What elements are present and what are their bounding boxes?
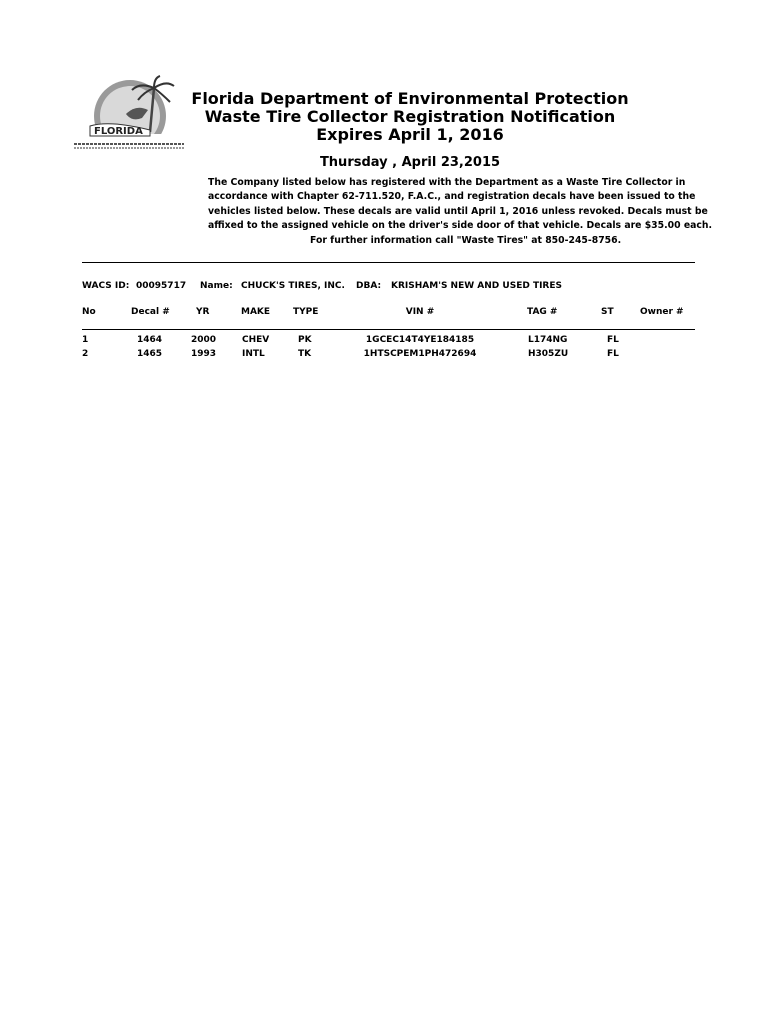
cell-vin: 1HTSCPEM1PH472694	[363, 349, 477, 359]
col-header-st: ST	[601, 307, 614, 317]
company-name-value: CHUCK'S TIRES, INC.	[241, 281, 345, 291]
col-header-yr: YR	[196, 307, 210, 317]
company-name-label: Name:	[200, 281, 233, 291]
cell-tag: L174NG	[528, 335, 568, 345]
notice-line-3: vehicles listed below. These decals are valid until April 1, 2016 unless revoked. Decals must be	[208, 206, 708, 217]
expiration-title: Expires April 1, 2016	[316, 125, 504, 144]
notice-line-1: The Company listed below has registered with the Department as a Waste Tire Collector in	[208, 177, 686, 188]
cell-vin: 1GCEC14T4YE184185	[365, 335, 475, 345]
table-header-divider	[82, 329, 695, 330]
col-header-make: MAKE	[241, 307, 271, 317]
cell-make: CHEV	[242, 335, 270, 345]
col-header-type: TYPE	[293, 307, 319, 317]
cell-yr: 1993	[191, 349, 217, 359]
col-header-decal: Decal #	[131, 307, 170, 317]
issue-date: Thursday , April 23,2015	[319, 155, 501, 170]
top-divider	[82, 262, 695, 263]
notification-title: Waste Tire Collector Registration Notification	[204, 107, 616, 126]
cell-st: FL	[607, 335, 619, 345]
cell-no: 1	[82, 335, 89, 345]
col-header-owner: Owner #	[640, 307, 684, 317]
col-header-tag: TAG #	[527, 307, 558, 317]
cell-decal: 1464	[137, 335, 163, 345]
cell-type: PK	[298, 335, 312, 345]
wacs-id-value: 00095717	[136, 281, 187, 291]
notice-line-4: affixed to the assigned vehicle on the driver's side door of that vehicle. Decals are $35.00 each.	[208, 220, 713, 231]
cell-decal: 1465	[137, 349, 163, 359]
cell-make: INTL	[242, 349, 265, 359]
agency-title: Florida Department of Environmental Protection	[191, 89, 629, 108]
notice-line-5: For further information call "Waste Tires" at 850-245-8756.	[310, 235, 622, 246]
wacs-id-label: WACS ID:	[82, 281, 130, 291]
cell-no: 2	[82, 349, 89, 359]
dba-label: DBA:	[356, 281, 382, 291]
cell-yr: 2000	[191, 335, 217, 345]
notice-line-2: accordance with Chapter 62-711.520, F.A.C., and registration decals have been issued to the	[208, 191, 696, 202]
cell-st: FL	[607, 349, 619, 359]
col-header-vin: VIN #	[405, 307, 435, 317]
cell-tag: H305ZU	[528, 349, 569, 359]
logo-text: FLORIDA	[94, 126, 143, 137]
dba-value: KRISHAM'S NEW AND USED TIRES	[391, 281, 562, 291]
cell-type: TK	[298, 349, 312, 359]
col-header-no: No	[82, 307, 96, 317]
